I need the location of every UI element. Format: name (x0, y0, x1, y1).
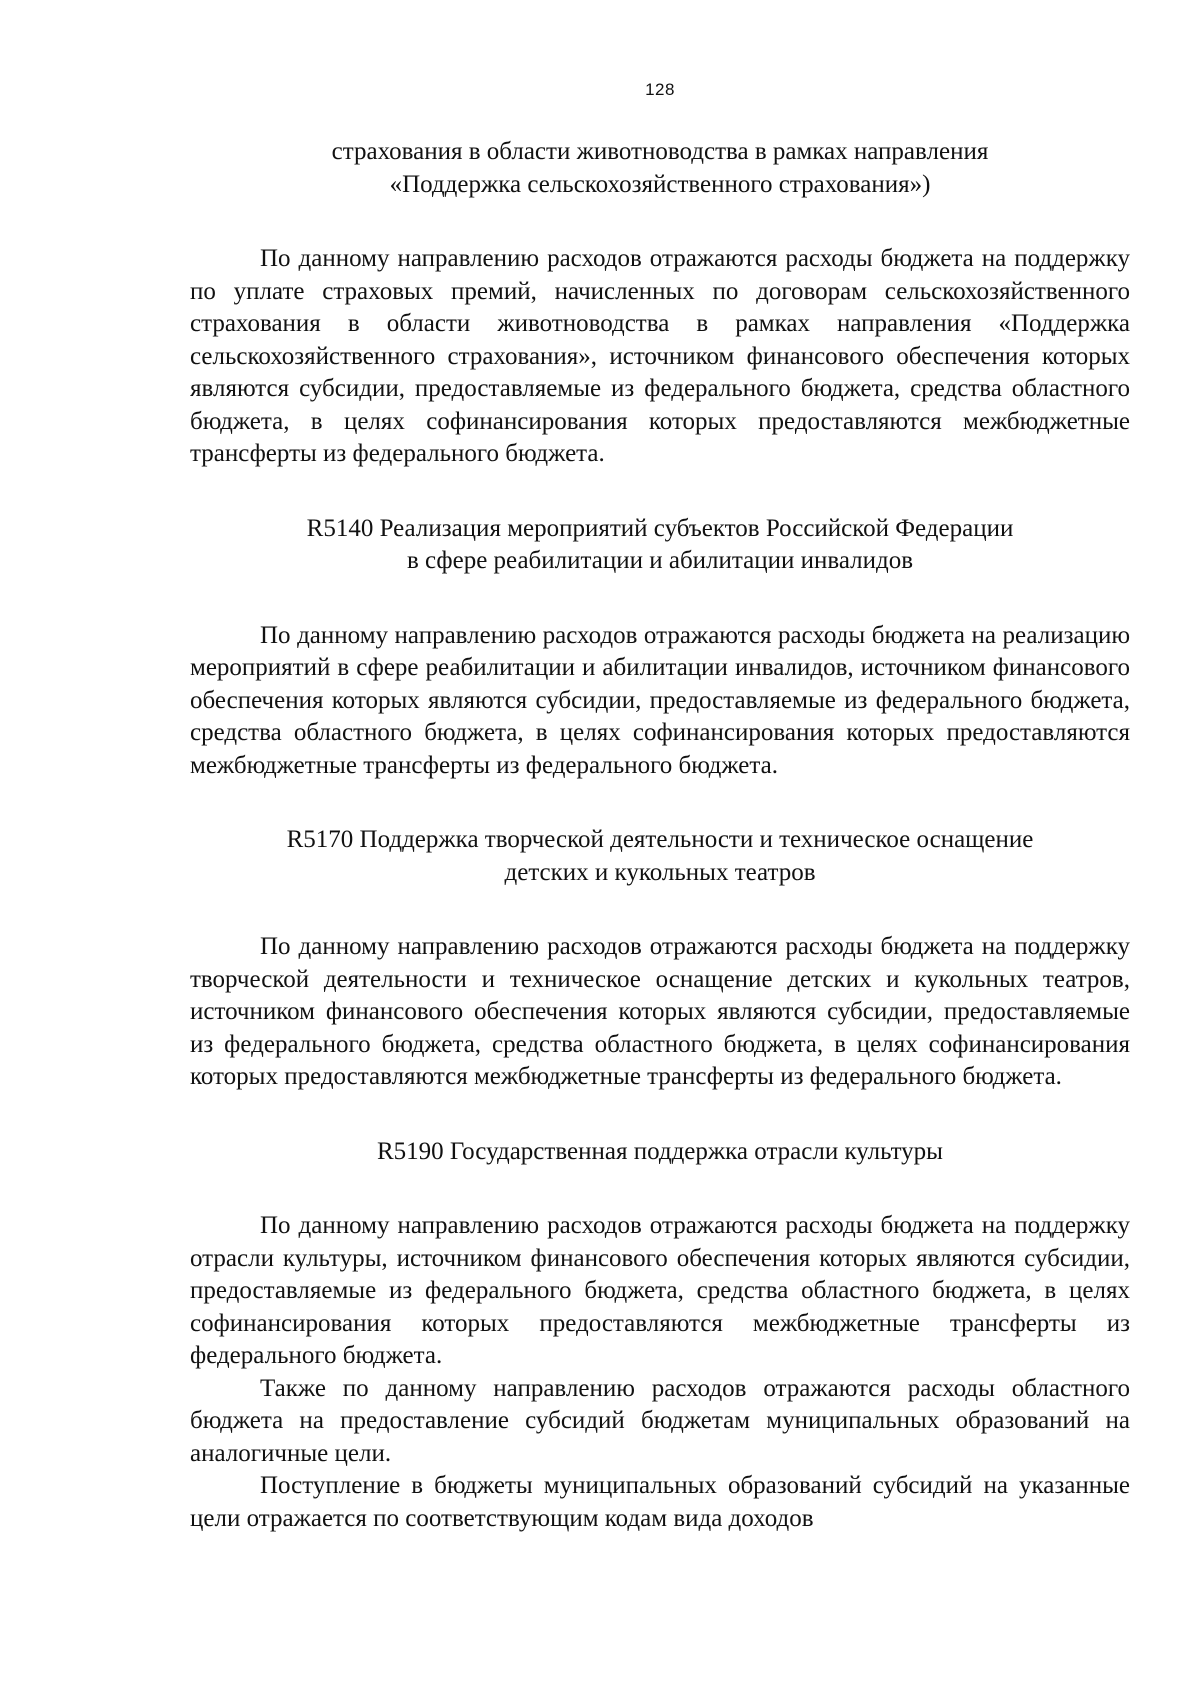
section-heading-r5170 (190, 824, 1130, 889)
heading-line: в сфере реабилитации и абилитации инвалидов (406, 547, 914, 574)
paragraph-r5140: По данному направлению расходов отражаются расходы бюджета на реализацию мероприятий в сфере реабилитации и абилитации инвалидов, источником финансового обеспечения которых являются субсидии, предоставляемые из федерального бюджета, средства областного бюджета, в целях софинансирования которых предоставляются межбюджетные трансферты из федерального бюджета. (190, 621, 1130, 779)
section-heading-continuation (190, 136, 1130, 201)
section-heading-r5190 (190, 1136, 1130, 1169)
paragraph-insurance-livestock: По данному направлению расходов отражаются расходы бюджета на поддержку по уплате страховых премий, начисленных по договорам сельскохозяйственного страхования в области животноводства в рамках направления «Поддержка сельскохозяйственного страхования», источником финансового обеспечения которых являются субсидии, предоставляемые из федерального бюджета, средства областного бюджета, в целях софинансирования которых предоставляются межбюджетные трансферты из федерального бюджета. (190, 245, 1130, 467)
heading-line: R5170 Поддержка творческой деятельности и техническое оснащение (286, 826, 1034, 853)
paragraph-r5170: По данному направлению расходов отражаются расходы бюджета на поддержку творческой деятельности и техническое оснащение детских и кукольных театров, источником финансового обеспечения которых являются субсидии, предоставляемые из федерального бюджета, средства областного бюджета, в целях софинансирования которых предоставляются межбюджетные трансферты из федерального бюджета. (190, 933, 1130, 1090)
heading-line: «Поддержка сельскохозяйственного страхования») (389, 170, 931, 198)
heading-line: страхования в области животноводства в рамках направления (331, 138, 989, 165)
section-heading-r5140 (190, 513, 1130, 578)
paragraph-r5190: По данному направлению расходов отражаются расходы бюджета на поддержку отрасли культуры, источником финансового обеспечения которых являются субсидии, предоставляемые из федерального бюджета, средства областного бюджета, в целях софинансирования которых предоставляются межбюджетные трансферты из федерального бюджета. (190, 1212, 1130, 1369)
heading-line: R5140 Реализация мероприятий субъектов Российской Федерации (306, 514, 1014, 542)
heading-line: детских и кукольных театров (504, 858, 816, 886)
paragraph-r5190-municipal: Также по данному направлению расходов отражаются расходы областного бюджета на предоставление субсидий бюджетам муниципальных образований на аналогичные цели. (190, 1374, 1130, 1467)
paragraph-r5190-revenue: Поступление в бюджеты муниципальных образований субсидий на указанные цели отражается по соответствующим кодам вида доходов (190, 1472, 1130, 1532)
document-body (190, 136, 1130, 1535)
heading-line: R5190 Государственная поддержка отрасли культуры (377, 1137, 943, 1165)
page-number: 128 (645, 80, 675, 99)
